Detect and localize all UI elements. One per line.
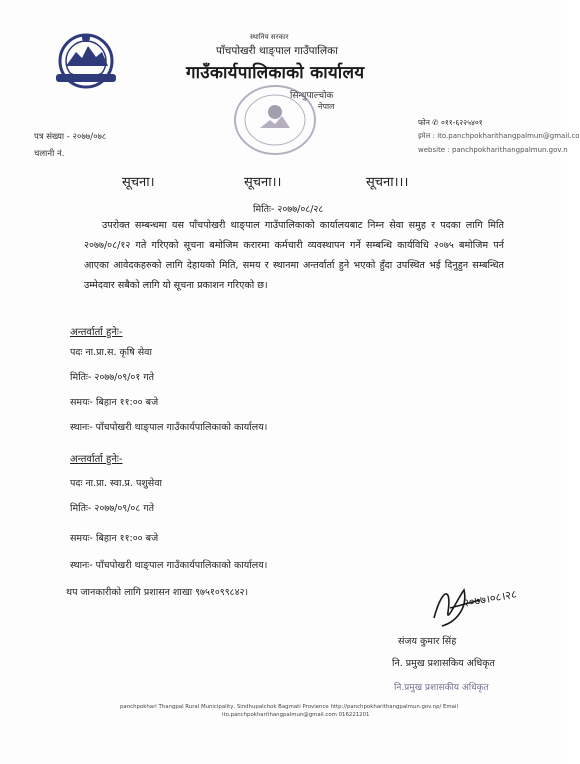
office-seal-stamp — [230, 82, 330, 162]
signatory-stamp: नि.प्रमुख प्रशासकीय अधिकृत — [394, 683, 489, 693]
notice-paragraph: उपरोक्त सम्बन्धमा यस पाँचपोखरी थाङ्पाल गाउँपालिकाको कार्यालयबाट निम्न सेवा समुह र पदका लागि मिति २०७७/०८/१२ गते गरिएको सूचना बमोजिम करारमा कर्मचारी व्यवस्थापन गर्ने सम्बन्धि कार्यविधि २०७५ बमोजिम पर्न आएका आवेदकहरुको लागि देहायको मिति, समय र स्थानमा अन्तर्वार्ता हुने भएको हुँदा उपस्थित भई दिनुहुन सम्बन्धित उम्मेदवार सबैको लागि यो सूचना प्रकाशन गरिएको छ। — [84, 220, 504, 291]
notice-1: सूचना। — [122, 175, 155, 190]
interview-1-time: समयः- बिहान ११:०० बजे — [70, 397, 159, 408]
signatory-name: संजय कुमार सिंह — [398, 636, 457, 647]
email-value: ito.panchpokharithangpalmun@gmail.co — [437, 132, 580, 140]
website-label: website — [418, 146, 446, 154]
patra-label: पत्र संख्या — [34, 132, 65, 142]
municipality-name: पाँचपोखरी थाङ्पाल गाउँपालिका — [216, 45, 338, 57]
phone-line — [418, 118, 483, 128]
phone-icon: ✆ — [432, 118, 439, 127]
interview-1-heading: अन्तर्वार्ता हुनेः- — [70, 327, 123, 338]
footer-line-2: ito.panchpokharithangpalmun@gmail.com 016221201 — [222, 712, 370, 718]
email-line: इमेल : ito.panchpokharithangpalmun@gmail.co — [418, 132, 580, 140]
interview-1-place: स्थानः- पाँचपोखरी थाङ्पाल गाउँकार्यपालिकाको कार्यालय। — [70, 422, 268, 433]
patra-sankhya — [34, 131, 106, 142]
notice-date: मितिः- २०७७/०८/२८ — [253, 204, 324, 215]
info-line: थप जानकारीको लागि प्रशासन शाखा ९७५१०९९८४२। — [66, 587, 249, 598]
footer-line-1: panchpokhari Thangpal Rural Municipality, Sindhupalchok Bagmati Provience http://panchpokharithangpalmun.gov.np/ Email — [120, 704, 458, 710]
interview-1-post: पदः ना.प्रा.स. कृषि सेवा — [70, 347, 152, 358]
country-label: नेपाल — [318, 102, 335, 111]
notice-2: सूचना।। — [244, 175, 282, 190]
website-line: website : panchpokharithangpalmun.gov.n — [418, 146, 568, 154]
local-government-label: स्थानिय सरकार — [250, 33, 289, 41]
website-value: panchpokharithangpalmun.gov.n — [451, 146, 568, 154]
interview-2-post: पदः ना.प्रा. स्वा.प्र. पशुसेवा — [70, 478, 162, 489]
interview-1-date: मितिः- २०७७/०९/०१ गते — [70, 372, 155, 383]
chalani-number: चलानी नं. — [34, 149, 65, 159]
signatory-title: नि. प्रमुख प्रशासकिय अधिकृत — [392, 658, 495, 669]
office-title: गाउँकार्यपालिकाको कार्यालय — [186, 63, 365, 83]
notice-3: सूचना।।। — [366, 175, 409, 190]
interview-2-place: स्थानः- पाँचपोखरी थाङ्पाल गाउँकार्यपालिकाको कार्यालय। — [70, 560, 268, 571]
nepal-emblem-logo — [52, 30, 120, 92]
interview-2-time: समयः- बिहान ११:०० बजे — [70, 533, 159, 544]
patra-value: - २०७७/०७८ — [66, 132, 107, 142]
handwritten-signature — [428, 578, 548, 638]
phone-label: फोन — [418, 118, 430, 127]
interview-2-heading: अन्तर्वार्ता हुनेः- — [70, 454, 123, 465]
district-label: सिन्धुपाल्चोक — [290, 91, 334, 101]
interview-2-date: मितिः- २०७७/०९/०८ गते — [70, 503, 155, 514]
phone-value: ०११-६२२५४०१ — [440, 118, 483, 127]
email-label: इमेल — [418, 132, 431, 140]
signature-date: २०७७।०८।२८ — [462, 587, 518, 610]
